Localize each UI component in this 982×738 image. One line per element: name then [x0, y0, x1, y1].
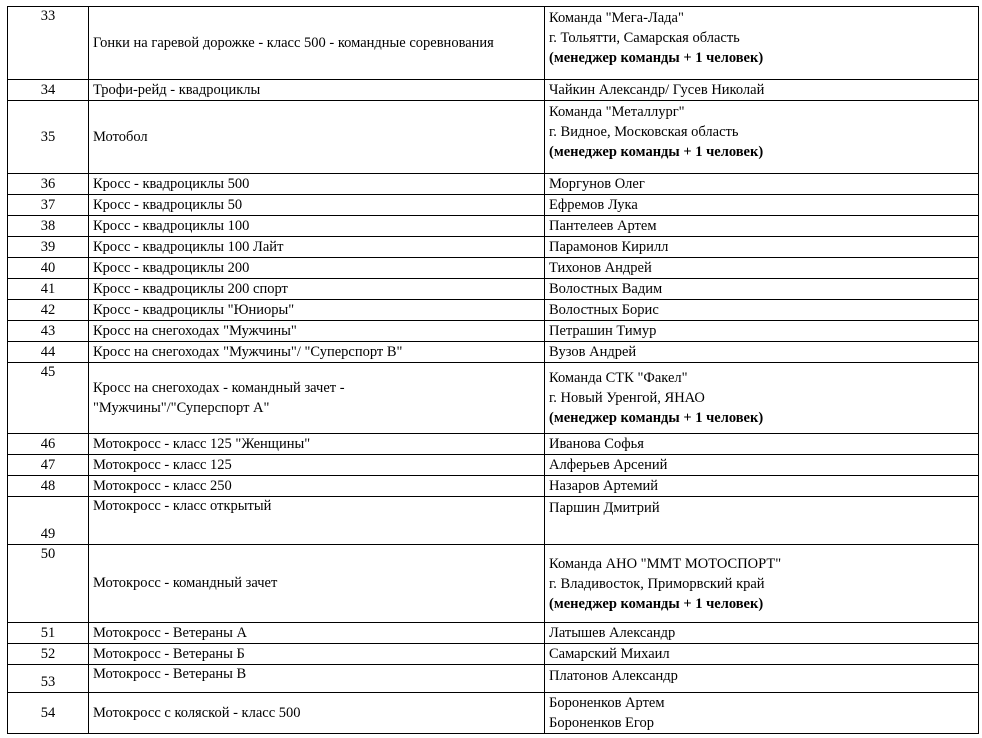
row-number: 35 [8, 101, 89, 174]
discipline-text: "Мужчины"/"Суперспорт А" [93, 400, 270, 416]
row-number: 36 [8, 174, 89, 195]
participant-cell [545, 321, 979, 342]
participant-cell [545, 455, 979, 476]
discipline-cell [89, 300, 545, 321]
row-number: 43 [8, 321, 89, 342]
table-row [8, 7, 979, 80]
discipline-text: Кросс - квадроциклы 200 спорт [93, 280, 288, 297]
participant-text: Парамонов Кирилл [549, 239, 669, 255]
participant-text: Вузов Андрей [549, 344, 637, 360]
participant-text: Бороненков Егор [549, 715, 655, 731]
table-row [8, 497, 979, 545]
discipline-text: Мотокросс - класс 250 [93, 477, 232, 494]
discipline-text: Кросс на снегоходах "Мужчины" [93, 322, 297, 339]
participant-text: Паршин Дмитрий [549, 500, 660, 516]
participant-text: Волостных Вадим [549, 281, 663, 297]
participant-text: Назаров Артемий [549, 478, 659, 494]
row-number: 38 [8, 216, 89, 237]
participant-text: Волостных Борис [549, 302, 659, 318]
discipline-text: Кросс на снегоходах "Мужчины"/ "Суперспорт В" [93, 343, 403, 360]
table-row [8, 545, 979, 623]
discipline-text: Гонки на гаревой дорожке - класс 500 - командные соревнования [93, 34, 494, 51]
participant-text: Петрашин Тимур [549, 323, 657, 339]
discipline-text: Мотокросс - Ветераны А [93, 624, 248, 641]
participant-cell [545, 644, 979, 665]
discipline-cell [89, 195, 545, 216]
table-row [8, 300, 979, 321]
discipline-cell [89, 174, 545, 195]
table-row [8, 279, 979, 300]
participant-cell [545, 195, 979, 216]
participant-cell [545, 665, 979, 693]
discipline-cell [89, 321, 545, 342]
discipline-cell [89, 7, 545, 80]
discipline-cell [89, 237, 545, 258]
row-number: 44 [8, 342, 89, 363]
participant-cell [545, 342, 979, 363]
row-number: 54 [8, 693, 89, 734]
discipline-cell [89, 644, 545, 665]
row-number: 47 [8, 455, 89, 476]
discipline-cell [89, 279, 545, 300]
participant-cell [545, 174, 979, 195]
participant-cell [545, 237, 979, 258]
discipline-text: Мотокросс с коляской - класс 500 [93, 704, 301, 721]
participant-text: Ефремов Лука [549, 197, 638, 213]
participant-text: Команда "Мега-Лада" [549, 10, 684, 26]
participant-cell [545, 434, 979, 455]
row-number: 52 [8, 644, 89, 665]
discipline-text: Мотокросс - класс открытый [93, 498, 272, 514]
team-note: (менеджер команды + 1 человек) [549, 410, 764, 426]
table-row [8, 216, 979, 237]
discipline-cell [89, 258, 545, 279]
participant-cell [545, 258, 979, 279]
row-number: 49 [8, 497, 89, 545]
discipline-cell [89, 665, 545, 693]
participant-cell [545, 80, 979, 101]
participant-cell [545, 7, 979, 80]
table-row [8, 80, 979, 101]
participant-text: г. Тольятти, Самарская область [549, 30, 740, 46]
discipline-text: Кросс - квадроциклы 200 [93, 259, 250, 276]
team-note: (менеджер команды + 1 человек) [549, 595, 764, 612]
discipline-cell [89, 434, 545, 455]
discipline-cell [89, 623, 545, 644]
discipline-text: Кросс - квадроциклы 100 [93, 217, 250, 234]
discipline-text: Мотокросс - Ветераны В [93, 666, 247, 682]
table-row [8, 195, 979, 216]
discipline-text: Мотокросс - класс 125 [93, 456, 232, 473]
participant-cell [545, 216, 979, 237]
participant-cell [545, 300, 979, 321]
participant-cell [545, 545, 979, 623]
participant-text: Алферьев Арсений [549, 457, 668, 473]
participant-cell [545, 476, 979, 497]
participant-cell [545, 497, 979, 545]
discipline-cell [89, 545, 545, 623]
table-row [8, 174, 979, 195]
discipline-text: Мотокросс - командный зачет [93, 575, 278, 591]
participant-text: Пантелеев Артем [549, 218, 657, 234]
discipline-cell [89, 342, 545, 363]
table-row [8, 101, 979, 174]
participant-text: Тихонов Андрей [549, 260, 652, 276]
participant-text: Самарский Михаил [549, 646, 670, 662]
discipline-cell [89, 693, 545, 734]
table-row [8, 258, 979, 279]
row-number: 33 [8, 7, 89, 80]
table-row [8, 434, 979, 455]
discipline-text: Мотокросс - класс 125 "Женщины" [93, 435, 311, 452]
table-row [8, 237, 979, 258]
row-number: 50 [8, 545, 89, 623]
table-row [8, 321, 979, 342]
participant-text: г. Видное, Московская область [549, 124, 739, 140]
discipline-cell [89, 216, 545, 237]
row-number: 48 [8, 476, 89, 497]
row-number: 53 [8, 665, 89, 693]
discipline-cell [89, 497, 545, 545]
table-row [8, 623, 979, 644]
row-number: 51 [8, 623, 89, 644]
participant-text: г. Новый Уренгой, ЯНАО [549, 390, 705, 406]
table-row [8, 644, 979, 665]
participant-cell [545, 623, 979, 644]
participant-text: Иванова Софья [549, 436, 644, 452]
row-number: 37 [8, 195, 89, 216]
discipline-text: Трофи-рейд - квадроциклы [93, 81, 261, 98]
participant-cell [545, 279, 979, 300]
discipline-cell [89, 476, 545, 497]
table-row [8, 665, 979, 693]
participants-table [7, 6, 979, 734]
row-number: 46 [8, 434, 89, 455]
row-number: 40 [8, 258, 89, 279]
participant-cell [545, 363, 979, 434]
table-row [8, 363, 979, 434]
participant-cell [545, 101, 979, 174]
table-row [8, 455, 979, 476]
discipline-cell [89, 80, 545, 101]
discipline-text: Кросс - квадроциклы 50 [93, 196, 243, 213]
discipline-text: Мотобол [93, 128, 148, 145]
participant-text: Латышев Александр [549, 625, 676, 641]
participant-text: Чайкин Александр/ Гусев Николай [549, 82, 765, 98]
participant-text: Команда "Металлург" [549, 104, 685, 120]
discipline-cell [89, 455, 545, 476]
participant-text: Команда АНО "ММТ МОТОСПОРТ" [549, 555, 782, 572]
row-number: 41 [8, 279, 89, 300]
row-number: 42 [8, 300, 89, 321]
discipline-text: Кросс - квадроциклы "Юниоры" [93, 301, 295, 318]
participant-text: г. Владивосток, Приморвский край [549, 575, 765, 592]
discipline-text: Кросс - квадроциклы 100 Лайт [93, 238, 284, 255]
row-number: 39 [8, 237, 89, 258]
team-note: (менеджер команды + 1 человек) [549, 144, 764, 160]
discipline-cell [89, 101, 545, 174]
row-number: 45 [8, 363, 89, 434]
row-number: 34 [8, 80, 89, 101]
discipline-text: Мотокросс - Ветераны Б [93, 645, 245, 662]
table-row [8, 693, 979, 734]
team-note: (менеджер команды + 1 человек) [549, 50, 764, 66]
discipline-text: Кросс на снегоходах - командный зачет - [93, 380, 345, 396]
table-row [8, 476, 979, 497]
discipline-text: Кросс - квадроциклы 500 [93, 175, 250, 192]
participant-text: Платонов Александр [549, 668, 678, 684]
participant-text: Моргунов Олег [549, 176, 645, 192]
discipline-cell [89, 363, 545, 434]
participant-text: Команда СТК "Факел" [549, 370, 688, 386]
participant-text: Бороненков Артем [549, 695, 665, 711]
participant-cell [545, 693, 979, 734]
table-row [8, 342, 979, 363]
